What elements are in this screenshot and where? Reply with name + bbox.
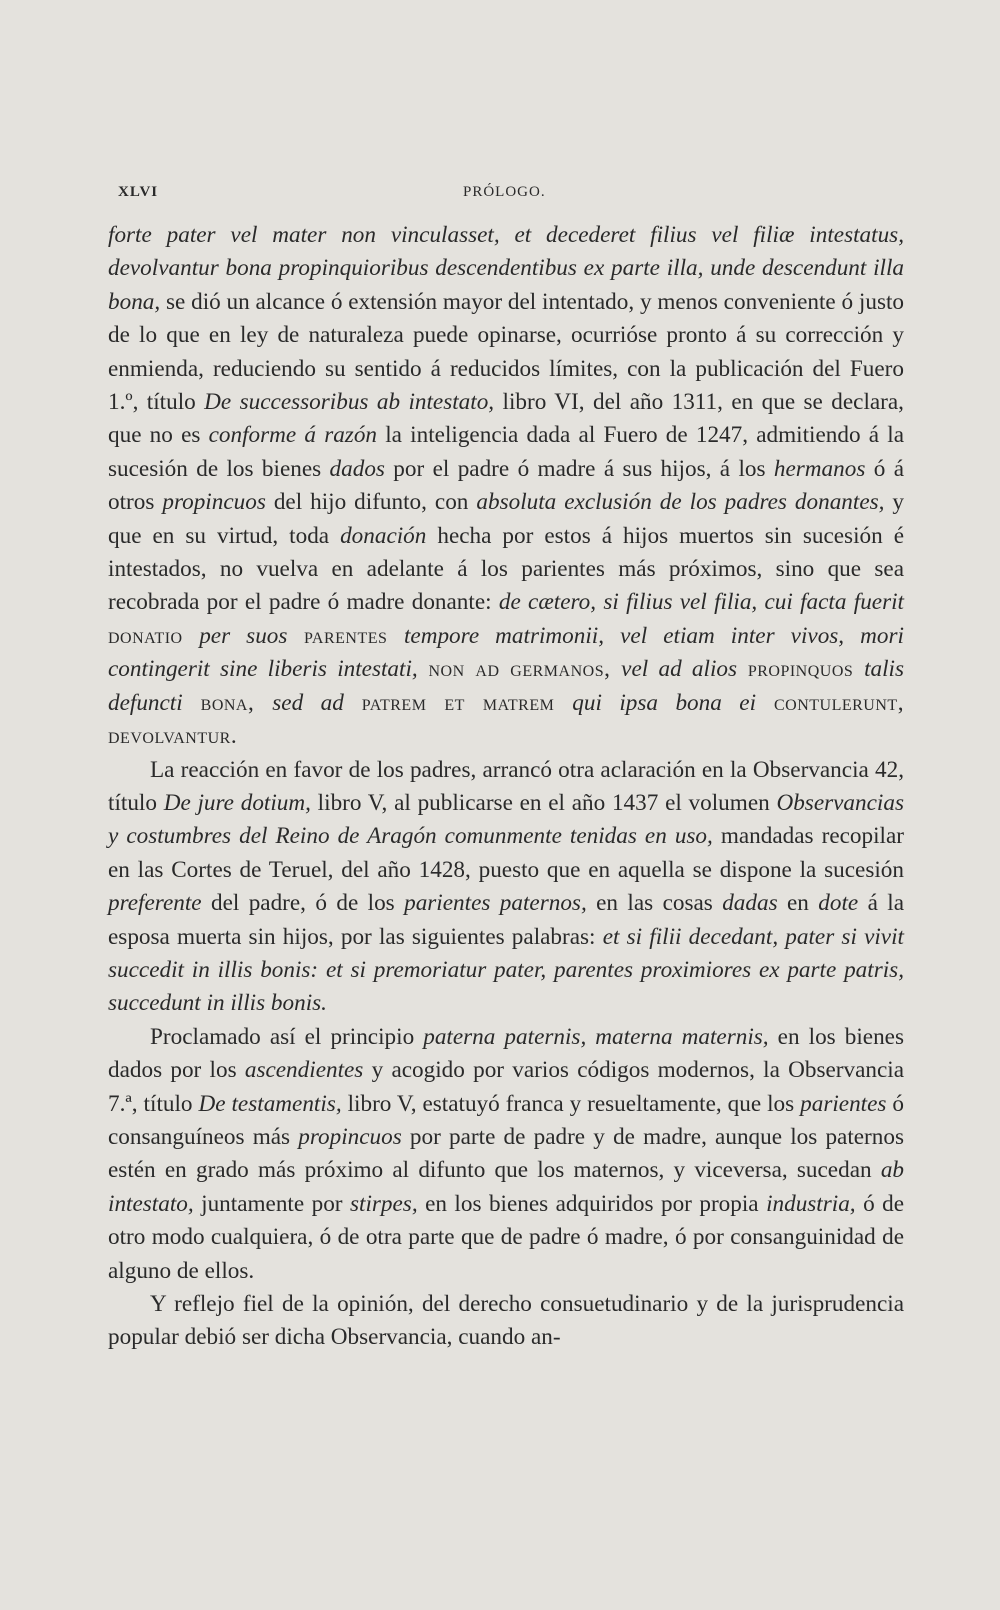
small-caps-text: bona, [182,689,273,716]
text-run: á la esposa muerta sin hijos, por las siguientes palabras: [108,890,905,950]
italic-text: conforme á razón [208,422,378,449]
text-run: mandadas recopilar en las Cortes de Teruel, del año 1428, puesto que en aquella se dispone la sucesión [108,823,904,883]
text-run: en [777,890,819,917]
text-run: hecha por estos á hijos muertos sin sucesión é intestados, no vuelva en adelante á los parientes más próximos, sino que sea recobrada por el padre ó madre donante: [108,522,904,616]
italic-text: parientes [800,1090,887,1117]
italic-text: donación [340,522,427,549]
italic-text: propincuos [298,1123,402,1150]
italic-text: tempore matrimonii, vel etiam inter vivos, mori contingerit sine liberis intestati, [108,622,904,683]
paragraph [108,1288,904,1355]
italic-text: et si filii decedant, pater si vivit succedit in illis bonis: et si premoriatur pater, parentes proximiores ex parte patris, succedunt in illis bonis. [108,923,904,1017]
italic-text: propincuos [162,489,266,516]
page-number: XLVI [118,184,159,200]
text-run: juntamente por [193,1190,350,1217]
italic-text: paterna paternis, materna maternis, [423,1023,769,1050]
italic-text: ascendientes [244,1057,364,1084]
italic-text: Observancias y costumbres del Reino de Aragón comunmente tenidas en uso, [108,789,904,850]
text-run: por parte de padre y de madre, aunque los paternos estén en grado más próximo al difunto que los maternos, y viceversa, sucedan [108,1123,904,1184]
small-caps-text: parentes [287,622,404,649]
text-run: ó de otro modo cualquiera, ó de otra parte que de padre ó madre, ó por consanguinidad de alguno de ellos. [108,1190,905,1284]
body-text [108,219,904,1355]
text-run: y acogido por varios códigos modernos, la Observancia 7.ª, título [108,1057,904,1117]
small-caps-text: non ad germanos, [417,656,622,683]
small-caps-text: donatio [108,622,200,649]
text-run: ó consanguíneos más [108,1090,904,1150]
italic-text: ab intestato, [108,1157,904,1217]
italic-text: hermanos [773,455,866,482]
text-run: por el padre ó madre á sus hijos, á los [384,455,774,482]
text-run: Y reflejo fiel de la opinión, del derecho consuetudinario y de la jurisprudencia popular debió ser dicha Observancia, cuando an- [108,1291,904,1351]
italic-text: absoluta exclusión de los padres donantes, [476,489,885,516]
text-run: la inteligencia dada al Fuero de 1247, admitiendo á la sucesión de los bienes [108,422,905,482]
text-run: libro V, estatuyó franca y resueltamente, que los [341,1090,801,1117]
text-run: en los bienes adquiridos por propia [417,1190,767,1217]
italic-text: sed ad [272,689,344,716]
italic-text: parientes paternos, [404,890,587,917]
italic-text: De testamentis, [198,1090,342,1117]
paragraph [108,1021,904,1288]
italic-text: stirpes, [349,1190,418,1217]
paragraph [108,754,904,1021]
running-title: PRÓLOGO. [463,184,546,200]
italic-text: De jure dotium, [163,789,311,816]
text-run: del hijo difunto, con [265,489,477,516]
italic-text: de cætero, si filius vel filia, cui facta fuerit [498,589,904,616]
italic-text: dote [818,890,859,917]
italic-text: vel ad alios [621,656,738,683]
italic-text: forte pater vel mater non vinculasset, et decederet filius vel filiæ intestatus, devolvantur bona propinquioribus descendentibus ex parte illa, unde descendunt illa bona, [108,222,904,315]
text-run: en las cosas [586,890,723,917]
text-run: se dió un alcance ó extensión mayor del intentado, y menos conveniente ó justo de lo que en ley de naturaleza puede opinarse, ocurrióse pronto á su corrección y enmienda, reduciendo su sentido á reducidos límites, con la publicación del Fuero 1.º, título [108,288,904,416]
small-caps-text: patrem et matrem [343,689,573,716]
italic-text: dados [329,455,385,482]
text-run: La reacción en favor de los padres, arrancó otra aclaración en la Observancia 42, título [108,756,904,816]
text-run: en los bienes dados por los [108,1023,904,1084]
text-run: del padre, ó de los [201,890,405,917]
paragraph [108,219,904,754]
italic-text: dadas [722,890,778,917]
italic-text: preferente [108,890,202,917]
italic-text: per suos [199,622,288,649]
italic-text: De successoribus ab intestato, [204,389,495,416]
italic-text: industria, [766,1190,856,1217]
page-header [118,184,898,208]
italic-text: qui ipsa bona ei [572,689,757,716]
text-run: y que en su virtud, toda [108,489,905,549]
text-run: ó á otros [108,455,904,516]
text-run: libro VI, del año 1311, en que se declara, que no es [108,389,904,449]
text-run: Proclamado así el principio [150,1023,424,1050]
small-caps-text: contulerunt, devolvantur. [108,689,904,750]
italic-text: talis defuncti [108,656,905,716]
small-caps-text: propinquos [737,656,865,683]
text-run: libro V, al publicarse en el año 1437 el volumen [310,789,777,816]
